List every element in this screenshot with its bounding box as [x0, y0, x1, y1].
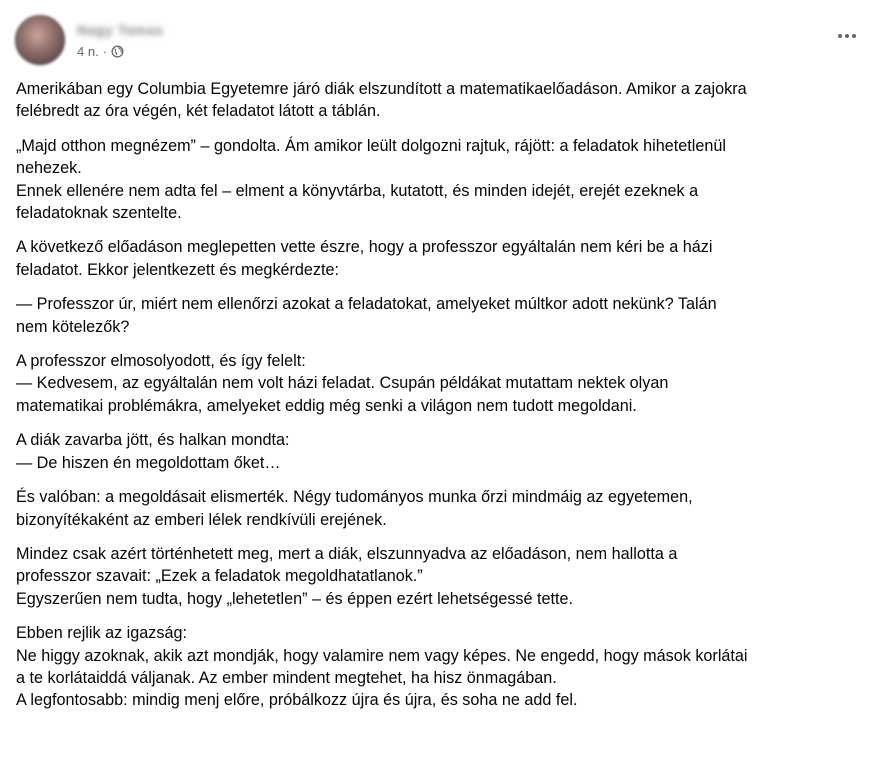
post-timestamp[interactable]: 4 n.: [77, 44, 99, 59]
more-dots-icon: [838, 34, 842, 38]
text-line: Amerikában egy Columbia Egyetemre járó diák elszundított a matematikaelőadáson. Amikor a zajokra: [16, 80, 747, 98]
text-line: Egyszerűen nem tudta, hogy „lehetetlen” – és éppen ezért lehetségessé tette.: [16, 589, 574, 608]
text-line: professzor szavait: „Ezek a feladatok megoldhatatlanok.”: [16, 567, 423, 586]
post-paragraph: [16, 486, 880, 531]
more-options-button[interactable]: [832, 26, 862, 46]
separator-dot: ·: [102, 44, 108, 59]
post-paragraph: [16, 429, 880, 474]
text-line: A professzor elmosolyodott, és így felelt:: [16, 352, 306, 371]
text-line: nehezek.: [16, 159, 82, 178]
author-name[interactable]: Nagy Tamas: [77, 22, 164, 38]
text-line: „Majd otthon megnézem” – gondolta. Ám amikor leült dolgozni rajtuk, rájött: a feladatok hihetetlenül: [16, 136, 726, 155]
text-line: a te korlátaiddá váljanak. Az ember mindent megtehet, ha hisz önmagában.: [16, 668, 557, 687]
text-line: matematikai problémákra, amelyeket eddig még senki a világon nem tudott megoldani.: [16, 396, 637, 415]
text-line: — Kedvesem, az egyáltalán nem volt házi feladat. Csupán példákat mutattam nektek olyan: [16, 374, 669, 393]
text-line: Ebben rejlik az igazság:: [16, 624, 187, 643]
post-paragraph: [16, 293, 880, 338]
text-line: A legfontosabb: mindig menj előre, próbálkozz újra és újra, és soha ne add fel.: [16, 691, 578, 710]
post-text: [16, 78, 880, 724]
post-header: [14, 14, 163, 66]
text-line: Ennek ellenére nem adta fel – elment a könyvtárba, kutatott, és minden idejét, erejét ezeknek a: [16, 181, 699, 200]
post-paragraph: [16, 543, 880, 610]
text-line: Ne higgy azoknak, akik azt mondják, hogy valamire nem vagy képes. Ne engedd, hogy mások korlátai: [16, 646, 748, 665]
text-line: nem kötelezők?: [16, 317, 130, 336]
text-line: A következő előadáson meglepetten vette észre, hogy a professzor egyáltalán nem kéri be a házi: [16, 238, 713, 257]
post-subline: [77, 44, 163, 59]
text-line: bizonyítékaként az emberi lélek rendkívüli erejének.: [16, 510, 387, 529]
text-line: feladatoknak szentelte.: [16, 204, 182, 223]
post-paragraph: [16, 622, 880, 712]
text-line: Mindez csak azért történhetett meg, mert a diák, elszunnyadva az előadáson, nem hallotta a: [16, 544, 678, 563]
post-paragraph: [16, 78, 880, 123]
text-line: A diák zavarba jött, és halkan mondta:: [16, 431, 290, 450]
post-paragraph: [16, 236, 880, 281]
text-line: — Professzor úr, miért nem ellenőrzi azokat a feladatokat, amelyeket múltkor adott nekünk? Talán: [16, 295, 717, 314]
text-line: — De hiszen én megoldottam őket…: [16, 453, 281, 472]
post-paragraph: [16, 135, 880, 225]
globe-icon[interactable]: [111, 45, 124, 58]
text-line: felébredt az óra végén, két feladatot látott a táblán.: [16, 102, 381, 121]
avatar[interactable]: [14, 14, 66, 66]
post-meta: [77, 21, 163, 59]
text-line: feladatot. Ekkor jelentkezett és megkérdezte:: [16, 260, 340, 279]
text-line: És valóban: a megoldásait elismerték. Négy tudományos munka őrzi mindmáig az egyetemen,: [16, 488, 693, 507]
post-paragraph: [16, 350, 880, 417]
